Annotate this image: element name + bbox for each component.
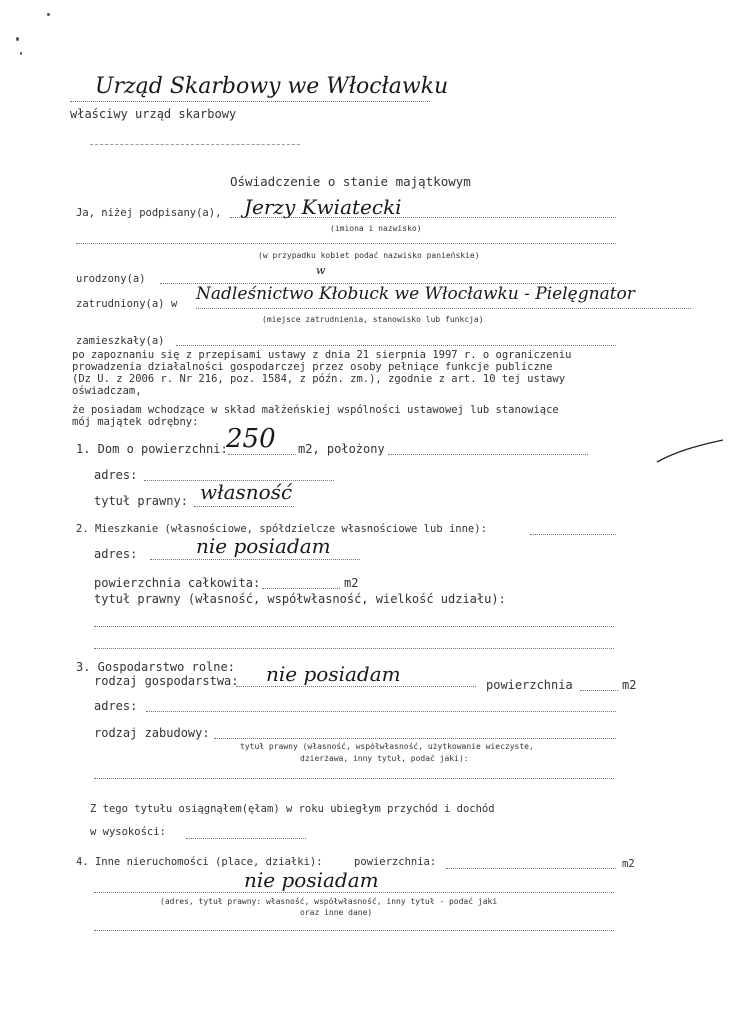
pen-stroke xyxy=(655,438,725,466)
maiden-name-line xyxy=(76,243,616,244)
employed-label: zatrudniony(a) w xyxy=(76,298,178,310)
document-title: Oświadczenie o stanie majątkowym xyxy=(230,174,471,189)
farm-type-label: rodzaj gospodarstwa: xyxy=(94,674,239,688)
other-property-line xyxy=(94,930,614,931)
house-area-line xyxy=(228,454,296,455)
apartment-address-value: nie posiadam xyxy=(196,534,331,558)
farm-buildings-label: rodzaj zabudowy: xyxy=(94,726,210,740)
farm-income-line: Z tego tytułu osiągnąłem(ęłam) w roku ubiegłym przychód i dochód xyxy=(90,803,495,815)
born-label: urodzony(a) xyxy=(76,273,146,285)
other-property-line xyxy=(94,892,614,893)
other-property-area-label: powierzchnia: xyxy=(354,856,437,868)
apartment-title-line xyxy=(94,648,614,649)
farm-type-line xyxy=(236,686,476,687)
farm-address-line xyxy=(146,711,616,712)
signatory-line xyxy=(230,217,616,218)
farm-address-label: adres: xyxy=(94,699,138,713)
farm-income-amount-label: w wysokości: xyxy=(90,826,166,838)
other-property-area-line xyxy=(446,868,616,869)
farm-title-caption: tytuł prawny (własność, współwłasność, użytkowanie wieczyste, xyxy=(240,742,534,751)
other-property-area-unit: m2 xyxy=(622,858,635,870)
house-area-value: 250 xyxy=(226,424,276,454)
farm-area-line xyxy=(580,690,618,691)
apartment-line xyxy=(530,534,616,535)
house-location-line xyxy=(388,454,588,455)
employed-value: Nadleśnictwo Kłobuck we Włocławku - Pielęgnator xyxy=(196,284,635,304)
house-unit: m2, położony xyxy=(298,442,385,456)
apartment-area-unit: m2 xyxy=(344,576,359,590)
apartment-area-line xyxy=(262,588,340,589)
farm-label: 3. Gospodarstwo rolne: xyxy=(76,660,235,674)
farm-title-line xyxy=(94,778,614,779)
maiden-name-caption: (w przypadku kobiet podać nazwisko panieńskie) xyxy=(258,251,480,260)
apartment-title-label: tytuł prawny (własność, współwłasność, wielkość udziału): xyxy=(94,592,506,606)
tax-office-line xyxy=(70,101,430,102)
other-property-caption: (adres, tytuł prawny: własność, współwłasność, inny tytuł - podać jaki xyxy=(160,897,498,906)
other-property-caption: oraz inne dane) xyxy=(300,908,373,917)
residence-line xyxy=(176,345,616,346)
residence-label: zamieszkały(a) xyxy=(76,335,165,347)
tax-office-label: właściwy urząd skarbowy xyxy=(70,107,237,121)
house-address-label: adres: xyxy=(94,468,138,482)
apartment-address-line xyxy=(150,559,360,560)
intro-line: mój majątek odrębny: xyxy=(72,416,199,428)
scan-speck xyxy=(20,52,22,55)
farm-income-amount-line xyxy=(186,838,306,839)
apartment-address-label: adres: xyxy=(94,547,138,561)
scan-speck xyxy=(47,13,50,16)
farm-area-label: powierzchnia xyxy=(486,678,573,692)
farm-area-unit: m2 xyxy=(622,678,637,692)
other-property-value: nie posiadam xyxy=(244,868,379,892)
farm-title-caption: dzierżawa, inny tytuł, podać jaki): xyxy=(300,754,469,763)
farm-type-value: nie posiadam xyxy=(266,662,401,686)
house-title-label: tytuł prawny: xyxy=(94,494,188,508)
house-title-line xyxy=(194,506,294,507)
apartment-label: 2. Mieszkanie (własnościowe, spółdzielcze własnościowe lub inne): xyxy=(76,523,487,535)
workplace-caption: (miejsce zatrudnienia, stanowisko lub funkcja) xyxy=(262,315,484,324)
signatory-name: Jerzy Kwiatecki xyxy=(244,195,402,219)
intro-line: oświadczam, xyxy=(72,385,142,397)
tax-office-handwritten: Urząd Skarbowy we Włocławku xyxy=(95,74,449,99)
signatory-label: Ja, niżej podpisany(a), xyxy=(76,207,222,219)
intro-line: (Dz U. z 2006 r. Nr 216, poz. 1584, z późn. zm.), zgodnie z art. 10 tej ustawy xyxy=(72,373,566,385)
apartment-area-label: powierzchnia całkowita: xyxy=(94,576,261,590)
faint-line xyxy=(90,144,300,145)
intro-line: po zapoznaniu się z przepisami ustawy z dnia 21 sierpnia 1997 r. o ograniczeniu xyxy=(72,349,572,361)
names-caption: (imiona i nazwisko) xyxy=(330,224,422,233)
scan-speck xyxy=(16,37,19,41)
born-value: w xyxy=(316,264,326,277)
farm-buildings-line xyxy=(214,738,616,739)
house-title-value: własność xyxy=(200,480,293,504)
house-label: 1. Dom o powierzchni: xyxy=(76,442,228,456)
apartment-title-line xyxy=(94,626,614,627)
intro-line: prowadzenia działalności gospodarczej przez osoby pełniące funkcje publiczne xyxy=(72,361,553,373)
employed-line xyxy=(196,308,691,309)
intro-line: że posiadam wchodzące w skład małżeńskiej wspólności ustawowej lub stanowiące xyxy=(72,404,559,416)
other-property-label: 4. Inne nieruchomości (place, działki): xyxy=(76,856,323,868)
